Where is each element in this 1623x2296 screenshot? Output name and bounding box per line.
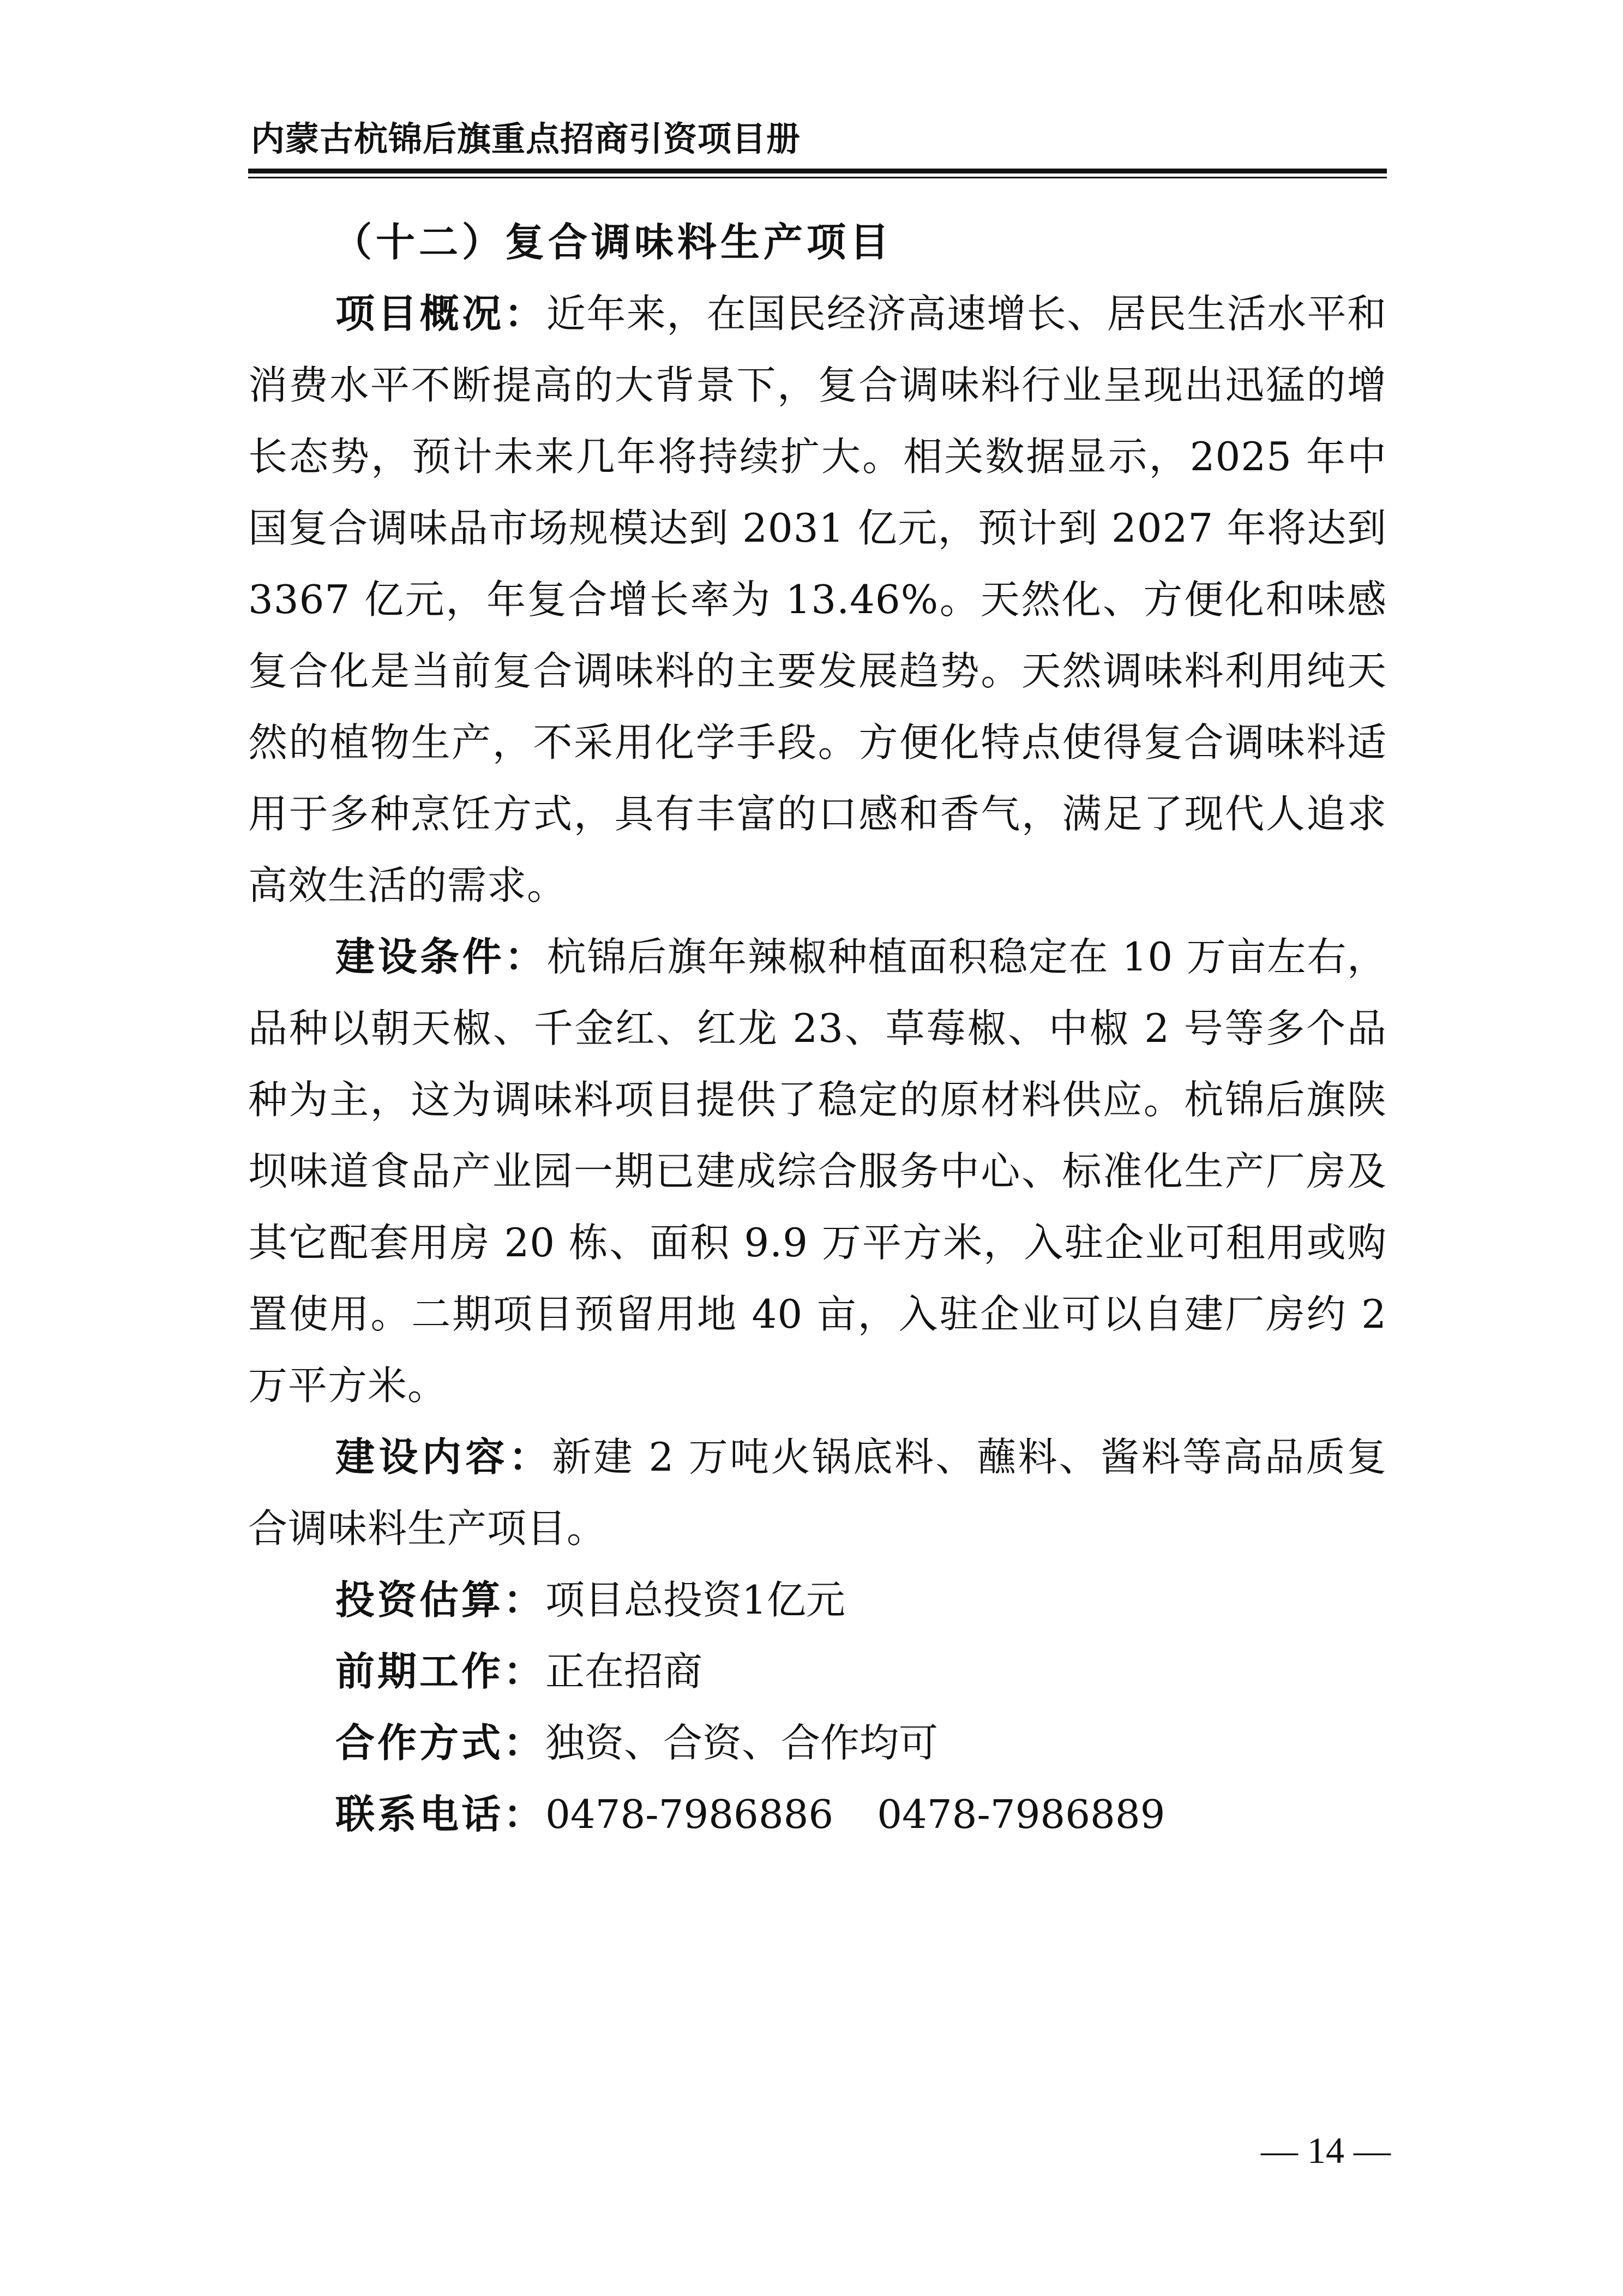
contact-label: 联系电话： — [335, 1791, 546, 1837]
investment-line — [248, 1564, 1387, 1636]
content-paragraph — [248, 1422, 1387, 1564]
investment-text: 项目总投资1亿元 — [545, 1577, 845, 1623]
conditions-label: 建设条件： — [335, 934, 547, 980]
page-number: — 14 — — [1261, 2130, 1391, 2171]
section-title: （十二）复合调味料生产项目 — [333, 219, 893, 265]
header-title: 内蒙古杭锦后旗重点招商引资项目册 — [251, 119, 801, 159]
page-header — [248, 112, 1387, 185]
content-text: 新建 2 万吨火锅底料、蘸料、酱料等高品质复合调味料生产项目。 — [248, 1434, 1387, 1551]
cooperation-text: 独资、合资、合作均可 — [545, 1720, 939, 1766]
preliminary-line — [248, 1636, 1387, 1707]
cooperation-label: 合作方式： — [335, 1720, 546, 1766]
conditions-paragraph — [248, 921, 1387, 1422]
overview-label: 项目概况： — [335, 291, 546, 337]
overview-paragraph — [248, 278, 1387, 921]
preliminary-text: 正在招商 — [545, 1648, 703, 1694]
document-body — [248, 213, 1387, 1850]
header-rule-thin — [248, 177, 1387, 178]
contact-phone-1: 0478-7986886 — [545, 1791, 834, 1837]
contact-line — [248, 1779, 1387, 1850]
cooperation-line — [248, 1707, 1387, 1779]
investment-label: 投资估算： — [335, 1577, 546, 1623]
header-rule-thick — [248, 169, 1387, 173]
conditions-text: 杭锦后旗年辣椒种植面积稳定在 10 万亩左右，品种以朝天椒、千金红、红龙 23、草莓椒、中椒 2 号等多个品种为主，这为调味料项目提供了稳定的原材料供应。杭锦后旗陕坝味道食品产业园一期已建成综合服务中心、标准化生产厂房及其它配套用房 20 栋、面积 9.9 万平方米，入驻企业可租用或购置使用。二期项目预留用地 40 亩，入驻企业可以自建厂房约 2 万平方米。 — [248, 934, 1387, 1408]
overview-text: 近年来，在国民经济高速增长、居民生活水平和消费水平不断提高的大背景下，复合调味料行业呈现出迅猛的增长态势，预计未来几年将持续扩大。相关数据显示，2025 年中国复合调味品市场规模达到 2031 亿元，预计到 2027 年将达到 3367 亿元，年复合增长率为 13.46%。天然化、方便化和味感复合化是当前复合调味料的主要发展趋势。天然调味料利用纯天然的植物生产，不采用化学手段。方便化特点使得复合调味料适用于多种烹饪方式，具有丰富的口感和香气，满足了现代人追求高效生活的需求。 — [248, 291, 1387, 908]
preliminary-label: 前期工作： — [335, 1648, 546, 1694]
contact-phone-2: 0478-7986889 — [877, 1791, 1165, 1837]
content-label: 建设内容： — [335, 1434, 552, 1480]
